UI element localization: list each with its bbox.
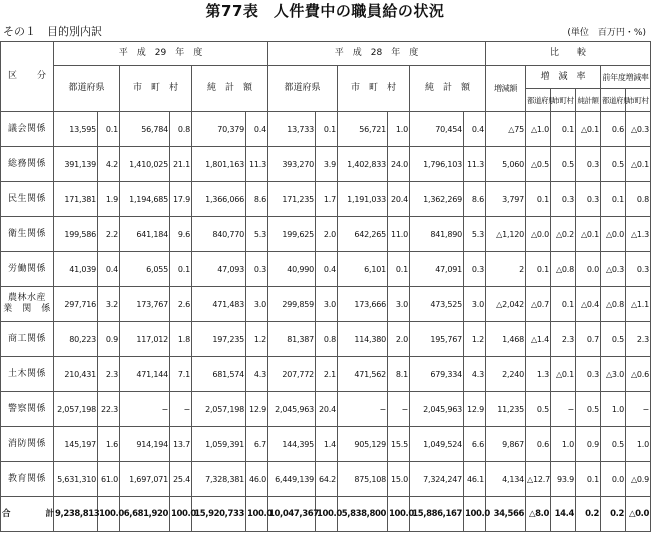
table-cell: △12.7: [526, 462, 551, 497]
table-cell: 0.4: [98, 252, 120, 287]
table-cell: 1,697,071: [120, 462, 170, 497]
table-cell: 199,586: [54, 217, 98, 252]
table-cell: 1,801,163: [192, 147, 246, 182]
table-cell: 0.1: [170, 252, 192, 287]
table-cell: 56,721: [338, 112, 388, 147]
table-cell: 100.0: [170, 497, 192, 532]
table-row: [1, 147, 651, 182]
section-subtitle: その１ 目的別内訳: [3, 25, 102, 38]
table-cell: 875,108: [338, 462, 388, 497]
table-cell: 841,890: [410, 217, 464, 252]
table-cell: △0.1: [576, 217, 601, 252]
table-cell: 12.9: [246, 392, 268, 427]
table-cell: 56,784: [120, 112, 170, 147]
table-cell: △0.4: [576, 287, 601, 322]
table-cell: −: [170, 392, 192, 427]
table-cell: 70,379: [192, 112, 246, 147]
table-cell: 0.8: [170, 112, 192, 147]
table-cell: 2: [486, 252, 526, 287]
table-cell: 93.9: [551, 462, 576, 497]
header-sub-pref: 都道府県: [526, 89, 551, 112]
table-cell: 6.7: [246, 427, 268, 462]
table-cell: 47,091: [410, 252, 464, 287]
unit-note: (単位 百万円・%): [567, 28, 646, 38]
table-cell: 1.0: [626, 427, 651, 462]
table-cell: 642,265: [338, 217, 388, 252]
table-cell: 9,867: [486, 427, 526, 462]
table-cell: 0.4: [246, 112, 268, 147]
table-row: [1, 392, 651, 427]
table-cell: 840,770: [192, 217, 246, 252]
table-row: [1, 357, 651, 392]
table-cell: 13,733: [268, 112, 316, 147]
table-cell: 297,716: [54, 287, 98, 322]
table-cell: 471,483: [192, 287, 246, 322]
table-cell: 641,184: [120, 217, 170, 252]
table-cell: 114,380: [338, 322, 388, 357]
table-cell: 145,197: [54, 427, 98, 462]
row-label: 議会関係: [1, 112, 54, 147]
row-label: 教育関係: [1, 462, 54, 497]
table-cell: 100.0: [246, 497, 268, 532]
table-cell: 46.1: [464, 462, 486, 497]
table-cell: 0.5: [601, 147, 626, 182]
table-cell: 0.3: [551, 182, 576, 217]
table-cell: 3.0: [246, 287, 268, 322]
table-cell: 393,270: [268, 147, 316, 182]
table-cell: 0.6: [526, 427, 551, 462]
table-cell: 8.6: [464, 182, 486, 217]
table-cell: △0.7: [526, 287, 551, 322]
table-cell: −: [388, 392, 410, 427]
salary-table: [0, 41, 651, 532]
table-cell: △1.1: [626, 287, 651, 322]
table-cell: 471,144: [120, 357, 170, 392]
table-cell: 681,574: [192, 357, 246, 392]
table-cell: −: [120, 392, 170, 427]
table-cell: 0.5: [601, 427, 626, 462]
table-cell: 0.3: [626, 252, 651, 287]
table-cell: 0.5: [551, 147, 576, 182]
table-cell: 0.1: [526, 252, 551, 287]
table-cell: 1,049,524: [410, 427, 464, 462]
header-sub-muni2: 市町村: [626, 89, 651, 112]
table-cell: 61.0: [98, 462, 120, 497]
table-cell: 10,047,367: [268, 497, 316, 532]
row-label-line2: 業 関 係: [3, 304, 51, 314]
table-cell: 171,381: [54, 182, 98, 217]
table-cell: 207,772: [268, 357, 316, 392]
table-cell: 2,045,963: [268, 392, 316, 427]
table-cell: 2.2: [98, 217, 120, 252]
table-cell: 1.0: [388, 112, 410, 147]
table-cell: 2.3: [98, 357, 120, 392]
table-cell: 7.1: [170, 357, 192, 392]
table-cell: 25.4: [170, 462, 192, 497]
table-cell: △2,042: [486, 287, 526, 322]
header-hikaku: 比 較: [486, 42, 651, 66]
header-muni-28: 市 町 村: [338, 66, 410, 112]
table-cell: 1.2: [246, 322, 268, 357]
row-label: 消防関係: [1, 427, 54, 462]
table-cell: 6,055: [120, 252, 170, 287]
table-row: [1, 217, 651, 252]
table-cell: 15,886,167: [410, 497, 464, 532]
table-cell: 299,859: [268, 287, 316, 322]
table-cell: 679,334: [410, 357, 464, 392]
table-row: [1, 182, 651, 217]
table-cell: △0.3: [601, 252, 626, 287]
header-fy28: 平 成 28 年 度: [268, 42, 486, 66]
table-cell: 0.6: [601, 112, 626, 147]
table-cell: 5,838,800: [338, 497, 388, 532]
table-cell: 0.8: [316, 322, 338, 357]
row-label: 合 計: [1, 497, 54, 532]
table-cell: △0.6: [626, 357, 651, 392]
table-body: [1, 42, 651, 532]
table-cell: 1,362,269: [410, 182, 464, 217]
table-cell: 199,625: [268, 217, 316, 252]
table-cell: 2,240: [486, 357, 526, 392]
row-label: 総務関係: [1, 147, 54, 182]
table-cell: 100.0: [388, 497, 410, 532]
table-cell: 173,666: [338, 287, 388, 322]
table-cell: 0.0: [601, 462, 626, 497]
table-cell: △0.9: [626, 462, 651, 497]
table-cell: 11.0: [388, 217, 410, 252]
table-cell: △75: [486, 112, 526, 147]
table-cell: 144,395: [268, 427, 316, 462]
table-cell: 2.3: [551, 322, 576, 357]
table-cell: △0.2: [551, 217, 576, 252]
table-cell: △0.3: [626, 112, 651, 147]
table-cell: 197,235: [192, 322, 246, 357]
table-cell: 0.3: [576, 182, 601, 217]
table-cell: 2.0: [388, 322, 410, 357]
table-row: [1, 287, 651, 322]
row-label: 商工関係: [1, 322, 54, 357]
table-cell: 2,045,963: [410, 392, 464, 427]
table-cell: 1,194,685: [120, 182, 170, 217]
table-cell: 4,134: [486, 462, 526, 497]
table-cell: 905,129: [338, 427, 388, 462]
table-cell: 6.6: [464, 427, 486, 462]
header-sub-total: 純計額: [576, 89, 601, 112]
table-cell: 15.5: [388, 427, 410, 462]
header-pref-28: 都道府県: [268, 66, 338, 112]
header-fy29: 平 成 29 年 度: [54, 42, 268, 66]
table-cell: 14.4: [551, 497, 576, 532]
header-bun: 分: [37, 71, 47, 81]
table-cell: 0.1: [98, 112, 120, 147]
table-cell: 0.5: [576, 392, 601, 427]
table-cell: 13,595: [54, 112, 98, 147]
table-cell: 13.7: [170, 427, 192, 462]
table-cell: 41,039: [54, 252, 98, 287]
header-row-2: [1, 66, 651, 89]
table-cell: 0.7: [576, 322, 601, 357]
table-row: [1, 252, 651, 287]
table-cell: 0.1: [316, 112, 338, 147]
table-cell: △1.4: [526, 322, 551, 357]
table-cell: 15,920,733: [192, 497, 246, 532]
table-cell: 0.1: [388, 252, 410, 287]
table-cell: 1,402,833: [338, 147, 388, 182]
table-cell: 81,387: [268, 322, 316, 357]
table-cell: 0.1: [576, 462, 601, 497]
table-cell: 0.1: [551, 287, 576, 322]
table-cell: 4.2: [98, 147, 120, 182]
table-cell: 9.6: [170, 217, 192, 252]
table-cell: 12.9: [464, 392, 486, 427]
table-cell: 8.1: [388, 357, 410, 392]
header-kubun: [1, 42, 54, 112]
table-cell: 1.8: [170, 322, 192, 357]
table-cell: 9,238,813: [54, 497, 98, 532]
header-prev-increase-rate: 前年度増減率: [601, 66, 651, 89]
table-cell: 20.4: [388, 182, 410, 217]
table-cell: 0.3: [576, 147, 601, 182]
table-cell: 6,449,139: [268, 462, 316, 497]
table-cell: 391,139: [54, 147, 98, 182]
header-ku: 区: [7, 71, 17, 81]
table-cell: 0.3: [576, 357, 601, 392]
table-cell: 3.9: [316, 147, 338, 182]
header-sub-pref2: 都道府県: [601, 89, 626, 112]
table-cell: 2.6: [170, 287, 192, 322]
table-cell: △0.8: [551, 252, 576, 287]
table-cell: 3.0: [388, 287, 410, 322]
table-cell: △0.0: [601, 217, 626, 252]
table-cell: 15.0: [388, 462, 410, 497]
table-cell: 5.3: [246, 217, 268, 252]
table-cell: △8.0: [526, 497, 551, 532]
table-row: [1, 112, 651, 147]
table-cell: 1,410,025: [120, 147, 170, 182]
header-total-28: 純 計 額: [410, 66, 486, 112]
table-cell: 64.2: [316, 462, 338, 497]
header-sub-muni: 市町村: [551, 89, 576, 112]
table-cell: 6,681,920: [120, 497, 170, 532]
table-cell: 17.9: [170, 182, 192, 217]
table-cell: 0.5: [601, 322, 626, 357]
header-muni-29: 市 町 村: [120, 66, 192, 112]
table-cell: 0.2: [576, 497, 601, 532]
table-cell: 210,431: [54, 357, 98, 392]
table-cell: 100.0: [464, 497, 486, 532]
table-cell: 173,767: [120, 287, 170, 322]
table-cell: 24.0: [388, 147, 410, 182]
row-label-line1: 農林水産: [7, 293, 46, 303]
table-cell: 0.2: [601, 497, 626, 532]
table-cell: −: [338, 392, 388, 427]
table-cell: 0.3: [464, 252, 486, 287]
table-cell: 1,796,103: [410, 147, 464, 182]
table-cell: △0.1: [576, 112, 601, 147]
table-cell: △0.0: [626, 497, 651, 532]
table-cell: 171,235: [268, 182, 316, 217]
table-cell: 117,012: [120, 322, 170, 357]
table-cell: 0.3: [246, 252, 268, 287]
table-cell: 47,093: [192, 252, 246, 287]
table-row: [1, 427, 651, 462]
header-increase-rate: 増 減 率: [526, 66, 601, 89]
table-cell: 7,328,381: [192, 462, 246, 497]
table-cell: 11.3: [464, 147, 486, 182]
table-cell: 4.3: [246, 357, 268, 392]
table-cell: 4.3: [464, 357, 486, 392]
table-cell: △0.1: [626, 147, 651, 182]
table-cell: 1,468: [486, 322, 526, 357]
table-cell: 1.6: [98, 427, 120, 462]
table-cell: 471,562: [338, 357, 388, 392]
table-cell: 70,454: [410, 112, 464, 147]
table-cell: 0.1: [526, 182, 551, 217]
table-cell: 1,191,033: [338, 182, 388, 217]
table-cell: 2.1: [316, 357, 338, 392]
table-cell: 8.6: [246, 182, 268, 217]
table-cell: 2,057,198: [192, 392, 246, 427]
row-label: 民生関係: [1, 182, 54, 217]
table-cell: 11,235: [486, 392, 526, 427]
table-cell: 1,059,391: [192, 427, 246, 462]
table-cell: 0.9: [98, 322, 120, 357]
header-total-29: 純 計 額: [192, 66, 268, 112]
table-cell: 6,101: [338, 252, 388, 287]
table-cell: △1.3: [626, 217, 651, 252]
table-cell: △1,120: [486, 217, 526, 252]
table-cell: 1.9: [98, 182, 120, 217]
table-cell: 0.1: [601, 182, 626, 217]
table-cell: 7,324,247: [410, 462, 464, 497]
row-label: [1, 287, 54, 322]
table-cell: 2.0: [316, 217, 338, 252]
table-cell: △0.0: [526, 217, 551, 252]
table-cell: 1.7: [316, 182, 338, 217]
table-cell: 80,223: [54, 322, 98, 357]
table-cell: 914,194: [120, 427, 170, 462]
table-cell: 100.0: [98, 497, 120, 532]
table-cell: 0.1: [551, 112, 576, 147]
table-cell: 34,566: [486, 497, 526, 532]
table-cell: 1.0: [601, 392, 626, 427]
table-cell: 1.3: [526, 357, 551, 392]
header-row-1: [1, 42, 651, 66]
table-cell: 0.4: [316, 252, 338, 287]
row-label: 労働関係: [1, 252, 54, 287]
table-cell: 0.0: [576, 252, 601, 287]
table-cell: 1,366,066: [192, 182, 246, 217]
table-cell: 46.0: [246, 462, 268, 497]
table-cell: 5,060: [486, 147, 526, 182]
table-cell: 11.3: [246, 147, 268, 182]
table-cell: 3.0: [316, 287, 338, 322]
table-cell: 195,767: [410, 322, 464, 357]
row-label: 衛生関係: [1, 217, 54, 252]
table-cell: 22.3: [98, 392, 120, 427]
header-pref-29: 都道府県: [54, 66, 120, 112]
table-row: [1, 462, 651, 497]
table-cell: 20.4: [316, 392, 338, 427]
table-cell: 5,631,310: [54, 462, 98, 497]
table-cell: 3.2: [98, 287, 120, 322]
table-cell: −: [626, 392, 651, 427]
table-cell: 1.4: [316, 427, 338, 462]
header-increase-amount: 増減額: [486, 66, 526, 112]
table-cell: 100.0: [316, 497, 338, 532]
table-cell: 1.0: [551, 427, 576, 462]
table-cell: △3.0: [601, 357, 626, 392]
table-cell: 0.9: [576, 427, 601, 462]
table-cell: 40,990: [268, 252, 316, 287]
row-label: 警察関係: [1, 392, 54, 427]
table-cell: △1.0: [526, 112, 551, 147]
table-cell: 5.3: [464, 217, 486, 252]
table-row: [1, 497, 651, 532]
table-cell: △0.8: [601, 287, 626, 322]
table-row: [1, 322, 651, 357]
table-cell: −: [551, 392, 576, 427]
table-cell: 0.5: [526, 392, 551, 427]
page-title: 第77表 人件費中の職員給の状況: [205, 2, 445, 20]
table-cell: 0.8: [626, 182, 651, 217]
table-cell: 21.1: [170, 147, 192, 182]
table-cell: △0.1: [551, 357, 576, 392]
table-cell: 3.0: [464, 287, 486, 322]
row-label: 土木関係: [1, 357, 54, 392]
table-cell: 0.4: [464, 112, 486, 147]
table-cell: △0.5: [526, 147, 551, 182]
table-cell: 473,525: [410, 287, 464, 322]
table-cell: 1.2: [464, 322, 486, 357]
table-cell: 2.3: [626, 322, 651, 357]
table-cell: 2,057,198: [54, 392, 98, 427]
table-cell: 3,797: [486, 182, 526, 217]
